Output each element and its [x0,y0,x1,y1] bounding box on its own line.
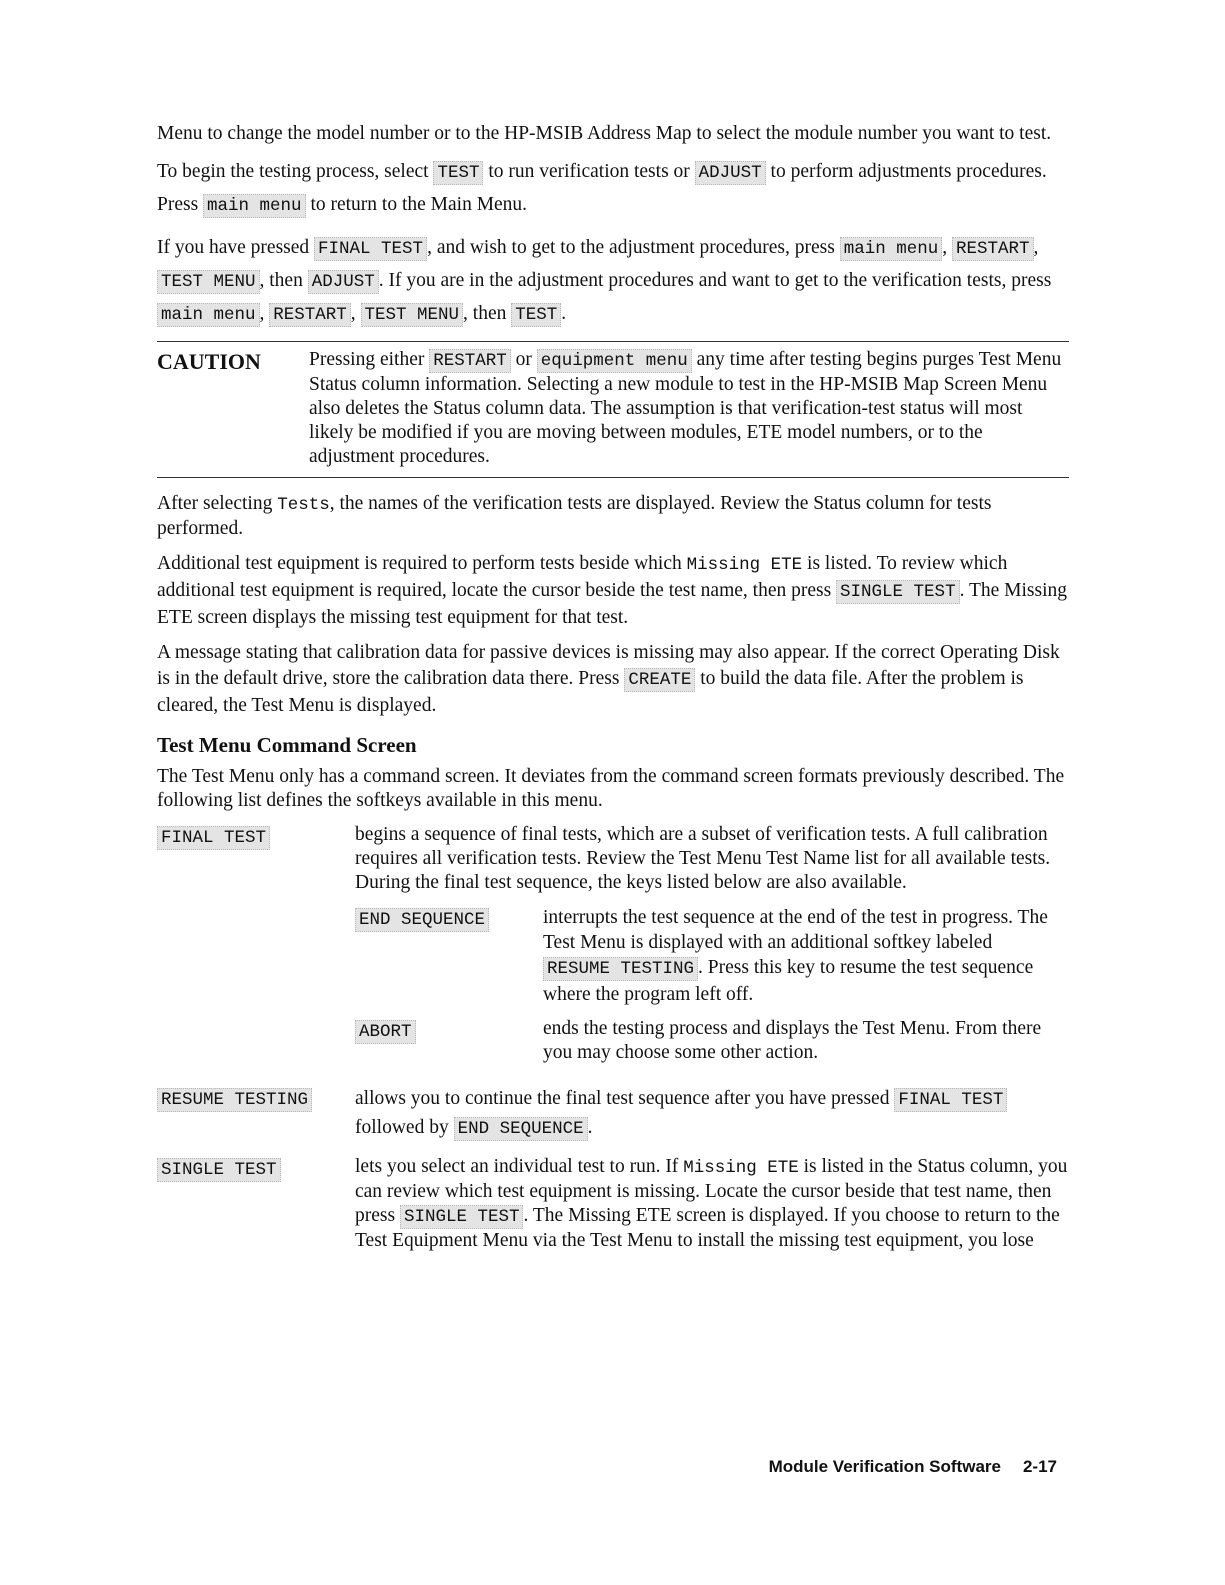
restart-softkey: RESTART [269,303,351,327]
adjust-softkey: ADJUST [695,161,766,185]
paragraph-intro: Menu to change the model number or to the HP-MSIB Address Map to select the module number you want to test. [157,123,1052,144]
section-heading: Test Menu Command Screen [157,733,417,757]
paragraph-tests-selected: After selecting Tests, the names of the verification tests are displayed. Review the Status column for tests performed. [157,493,992,539]
document-page [157,122,1069,1265]
final-test-softkey: FINAL TEST [157,826,270,850]
main-menu-softkey: main menu [157,303,260,327]
end-sequence-softkey: END SEQUENCE [454,1117,588,1141]
paragraph-calibration-data: A message stating that calibration data for passive devices is missing may also appear. If the correct Operating Disk is in the default drive, store the calibration data there. Press CREATE to build the data file. After the problem is cleared, the Test Menu is displayed. [157,642,1060,716]
end-sequence-softkey: END SEQUENCE [355,908,489,932]
footer-section-title: Module Verification Software [768,1457,1001,1476]
restart-softkey: RESTART [952,237,1034,261]
caution-box [157,341,1069,478]
paragraph-missing-ete: Additional test equipment is required to perform tests beside which Missing ETE is listed. To review which additional test equipment is required, locate the cursor beside the test name, then press SINGLE TEST . The Missing ETE screen displays the missing test equipment for that test. [157,553,1068,628]
definition-resume-testing [157,1085,1069,1143]
page-footer [700,1457,1057,1477]
create-softkey: CREATE [624,668,695,692]
adjust-softkey: ADJUST [308,270,379,294]
abort-description: ends the testing process and displays the Test Menu. From there you may choose some other action. [543,1018,1042,1063]
final-test-description: begins a sequence of final tests, which are a subset of verification tests. A full calibration requires all verification tests. Review the Test Menu Test Name list for all available tests. During the final test sequence, the keys listed below are also available. [355,824,1051,893]
caution-label: CAUTION [157,349,261,374]
abort-softkey: ABORT [355,1020,416,1044]
definition-single-test [157,1155,1069,1253]
resume-testing-description: allows you to continue the final test sequence after you have pressed FINAL TEST followed by END SEQUENCE . [355,1085,1069,1143]
main-menu-softkey: main menu [840,237,943,261]
test-softkey: TEST [433,161,483,185]
resume-testing-softkey: RESUME TESTING [157,1088,312,1112]
definition-abort [355,1017,1069,1065]
single-test-softkey: SINGLE TEST [836,580,960,604]
restart-softkey: RESTART [429,349,511,373]
tests-screen-text: Tests [277,495,330,515]
missing-ete-screen-text: Missing ETE [686,555,803,575]
single-test-softkey: SINGLE TEST [400,1205,524,1229]
test-softkey: TEST [511,303,561,327]
paragraph-begin-testing: To begin the testing process, select TEST to run verification tests or ADJUST to perform adjustments procedures. Press main menu to return to the Main Menu. [157,161,1047,216]
missing-ete-screen-text: Missing ETE [683,1158,799,1178]
equipment-menu-softkey: equipment menu [537,349,692,373]
end-sequence-description: interrupts the test sequence at the end of the test in progress. The Test Menu is displayed with an additional softkey labeled RESUME TESTING . Press this key to resume the test sequence where the program left off. [543,907,1048,1005]
resume-testing-softkey: RESUME TESTING [543,957,698,981]
paragraph-command-screen: The Test Menu only has a command screen. It deviates from the command screen formats previously described. The following list defines the softkeys available in this menu. [157,766,1065,811]
final-test-softkey: FINAL TEST [314,237,427,261]
definition-final-test [157,823,1069,1073]
definition-end-sequence [355,905,1069,1007]
single-test-description: lets you select an individual test to run. If Missing ETE is listed in the Status column, you can review which test equipment is missing. Locate the cursor beside that test name, then press SINGLE TEST . The Missing ETE screen is displayed. If you choose to return to the Test Equipment Menu via the Test Menu to install the missing test equipment, you lose [355,1156,1068,1251]
test-menu-softkey: TEST MENU [157,270,260,294]
single-test-softkey: SINGLE TEST [157,1158,281,1182]
main-menu-softkey: main menu [203,194,306,218]
paragraph-navigation: If you have pressed FINAL TEST , and wish to get to the adjustment procedures, press main menu , RESTART , TEST MENU , then ADJUST . If you are in the adjustment procedures and want to get to the verification tests, press main menu , RESTART , TEST MENU , then TEST . [157,237,1052,325]
page-number: 2-17 [1022,1457,1057,1476]
test-menu-softkey: TEST MENU [361,303,464,327]
caution-text: Pressing either RESTART or equipment menu any time after testing begins purges Test Menu Status column information. Selecting a new module to test in the HP-MSIB Map Screen Menu also deletes the Status column data. The assumption is that verification-test status will most likely be modified if you are moving between modules, ETE model numbers, or to the adjustment procedures. [309,349,1062,467]
final-test-softkey: FINAL TEST [894,1088,1007,1112]
